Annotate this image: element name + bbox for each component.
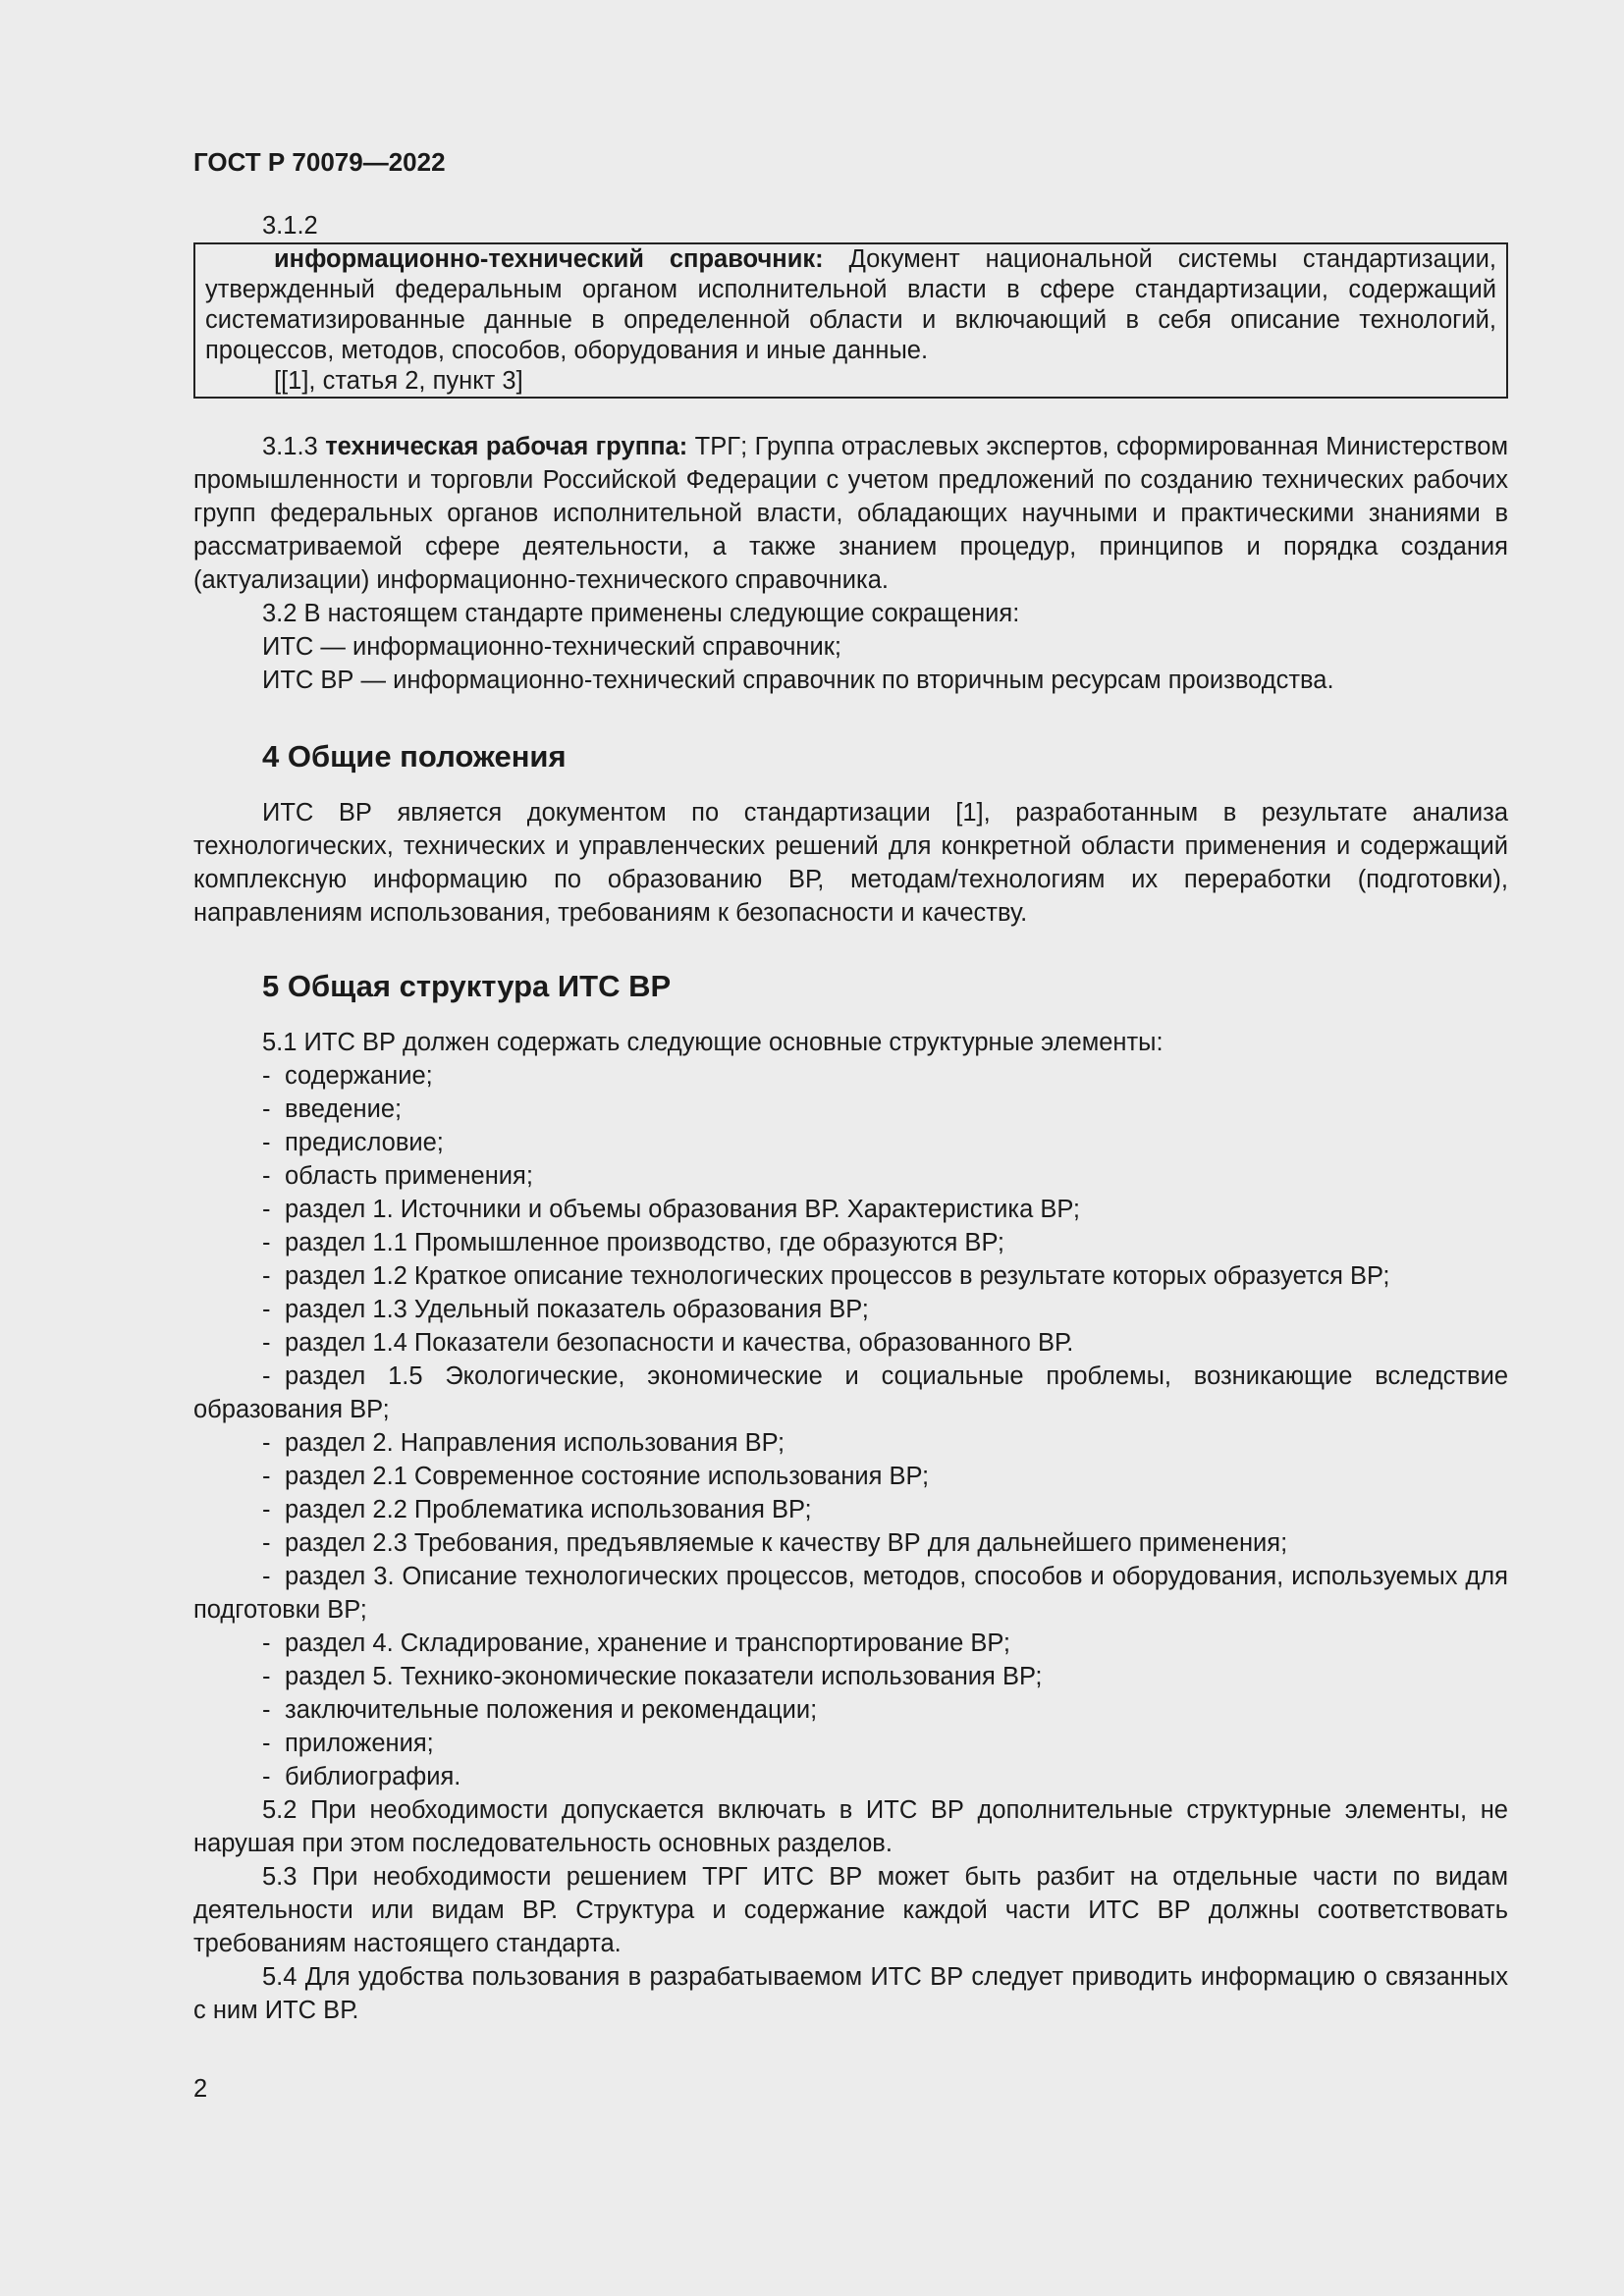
clause-5-4: 5.4 Для удобства пользования в разрабатываемом ИТС ВР следует приводить информацию о связанных с ним ИТС ВР. xyxy=(193,1963,1508,2024)
dash-marker: - xyxy=(262,1196,271,1223)
list-item xyxy=(193,1493,1508,1526)
dash-marker: - xyxy=(262,1229,271,1256)
list-item-text: раздел 1.3 Удельный показатель образования ВР; xyxy=(285,1296,869,1323)
definition-trg: ТРГ; Группа отраслевых экспертов, сформированная Министерством промышленности и торговли Российской Федерации с учетом предложений по созданию технических рабочих групп федеральных органов исполнительной власти, обладающих научными и практическими знаниями в рассматриваемой сфере деятельности, а также знанием процедур, принципов и порядка создания (актуализации) информационно-технического справочника. xyxy=(193,433,1508,594)
list-item xyxy=(193,1526,1508,1560)
dash-marker: - xyxy=(262,1463,271,1490)
dash-marker: - xyxy=(262,1296,271,1323)
structure-elements-list xyxy=(193,1059,1508,1793)
dash-marker: - xyxy=(262,1262,271,1290)
clause-3-1-3-number: 3.1.3 xyxy=(262,433,326,460)
dash-marker: - xyxy=(262,1730,271,1757)
clause-5-1: 5.1 ИТС ВР должен содержать следующие основные структурные элементы: xyxy=(262,1029,1164,1056)
list-item-text: раздел 1.2 Краткое описание технологических процессов в результате которых образуется ВР; xyxy=(285,1262,1390,1290)
list-item xyxy=(193,1326,1508,1360)
list-item-text: область применения; xyxy=(285,1162,533,1190)
definition-its: Документ национальной системы стандартизации, утвержденный федеральным органом исполнительной власти в сфере стандартизации, содержащий систематизированные данные в определенной области и включающий в себя описание технологий, процессов, методов, способов, оборудования и иные данные. xyxy=(205,245,1496,364)
dash-marker: - xyxy=(262,1696,271,1724)
dash-marker: - xyxy=(262,1496,271,1523)
list-item xyxy=(193,1693,1508,1727)
term-its: информационно-технический справочник: xyxy=(274,245,824,273)
list-item xyxy=(193,1560,1508,1627)
dash-marker: - xyxy=(262,1362,271,1390)
dash-marker: - xyxy=(262,1629,271,1657)
standard-id-header: ГОСТ Р 70079—2022 xyxy=(193,147,446,177)
section-4-heading: 4 Общие положения xyxy=(262,739,567,774)
clause-5-2: 5.2 При необходимости допускается включать в ИТС ВР дополнительные структурные элементы, не нарушая при этом последовательность основных разделов. xyxy=(193,1796,1508,1857)
list-item-text: раздел 2.2 Проблематика использования ВР; xyxy=(285,1496,812,1523)
list-item xyxy=(193,1259,1508,1293)
list-item-text: содержание; xyxy=(285,1062,433,1090)
term-trg: техническая рабочая группа: xyxy=(325,433,688,460)
list-item-text: раздел 2.1 Современное состояние использования ВР; xyxy=(285,1463,930,1490)
list-item-text: раздел 1. Источники и объемы образования ВР. Характеристика ВР; xyxy=(285,1196,1080,1223)
clause-3-1-2-text xyxy=(205,244,1496,366)
list-item-text: раздел 2. Направления использования ВР; xyxy=(285,1429,785,1457)
list-item-text: раздел 1.4 Показатели безопасности и качества, образованного ВР. xyxy=(285,1329,1074,1357)
list-item xyxy=(193,1627,1508,1660)
clause-3-1-3 xyxy=(193,430,1508,597)
dash-marker: - xyxy=(262,1563,271,1590)
list-item xyxy=(193,1660,1508,1693)
list-item-text: раздел 2.3 Требования, предъявляемые к качеству ВР для дальнейшего применения; xyxy=(285,1529,1288,1557)
list-item xyxy=(193,1126,1508,1159)
list-item xyxy=(193,1727,1508,1760)
list-item xyxy=(193,1193,1508,1226)
abbreviation-its: ИТС — информационно-технический справочник; xyxy=(262,633,841,661)
dash-marker: - xyxy=(262,1529,271,1557)
clause-5-3: 5.3 При необходимости решением ТРГ ИТС ВР может быть разбит на отдельные части по видам деятельности или видам ВР. Структура и содержание каждой части ИТС ВР должны соответствовать требованиям настоящего стандарта. xyxy=(193,1863,1508,1957)
dash-marker: - xyxy=(262,1763,271,1790)
dash-marker: - xyxy=(262,1663,271,1690)
definition-source: [[1], статья 2, пункт 3] xyxy=(274,367,523,395)
section-5-heading: 5 Общая структура ИТС ВР xyxy=(262,969,672,1003)
list-item xyxy=(193,1059,1508,1093)
list-item-text: библиография. xyxy=(285,1763,461,1790)
list-item-text: приложения; xyxy=(285,1730,434,1757)
dash-marker: - xyxy=(262,1429,271,1457)
dash-marker: - xyxy=(262,1162,271,1190)
list-item xyxy=(193,1293,1508,1326)
dash-marker: - xyxy=(262,1062,271,1090)
list-item xyxy=(193,1093,1508,1126)
term-definition-box xyxy=(193,242,1508,399)
list-item-text: раздел 5. Технико-экономические показатели использования ВР; xyxy=(285,1663,1043,1690)
list-item xyxy=(193,1460,1508,1493)
list-item xyxy=(193,1760,1508,1793)
list-item-text: введение; xyxy=(285,1095,403,1123)
list-item xyxy=(193,1360,1508,1426)
list-item-text: раздел 4. Складирование, хранение и транспортирование ВР; xyxy=(285,1629,1010,1657)
dash-marker: - xyxy=(262,1329,271,1357)
list-item-text: предисловие; xyxy=(285,1129,444,1156)
clause-3-1-2-number: 3.1.2 xyxy=(262,212,318,240)
clause-3-2-intro: 3.2 В настоящем стандарте применены следующие сокращения: xyxy=(262,600,1020,627)
list-item xyxy=(193,1426,1508,1460)
list-item-text: заключительные положения и рекомендации; xyxy=(285,1696,818,1724)
list-item-text: раздел 3. Описание технологических процессов, методов, способов и оборудования, используемых для подготовки ВР; xyxy=(193,1563,1508,1624)
page-content xyxy=(193,145,1508,2027)
page-number: 2 xyxy=(193,2075,208,2103)
list-item-text: раздел 1.1 Промышленное производство, где образуются ВР; xyxy=(285,1229,1004,1256)
section-4-text: ИТС ВР является документом по стандартизации [1], разработанным в результате анализа технологических, технических и управленческих решений для конкретной области применения и содержащий комплексную информацию по образованию ВР, методам/технологиям их переработки (подготовки), направлениям использования, требованиям к безопасности и качеству. xyxy=(193,799,1508,927)
list-item-text: раздел 1.5 Экологические, экономические и социальные проблемы, возникающие вследствие образования ВР; xyxy=(193,1362,1508,1423)
abbreviation-its-vr: ИТС ВР — информационно-технический справочник по вторичным ресурсам производства. xyxy=(262,667,1334,694)
list-item xyxy=(193,1159,1508,1193)
dash-marker: - xyxy=(262,1095,271,1123)
list-item xyxy=(193,1226,1508,1259)
dash-marker: - xyxy=(262,1129,271,1156)
